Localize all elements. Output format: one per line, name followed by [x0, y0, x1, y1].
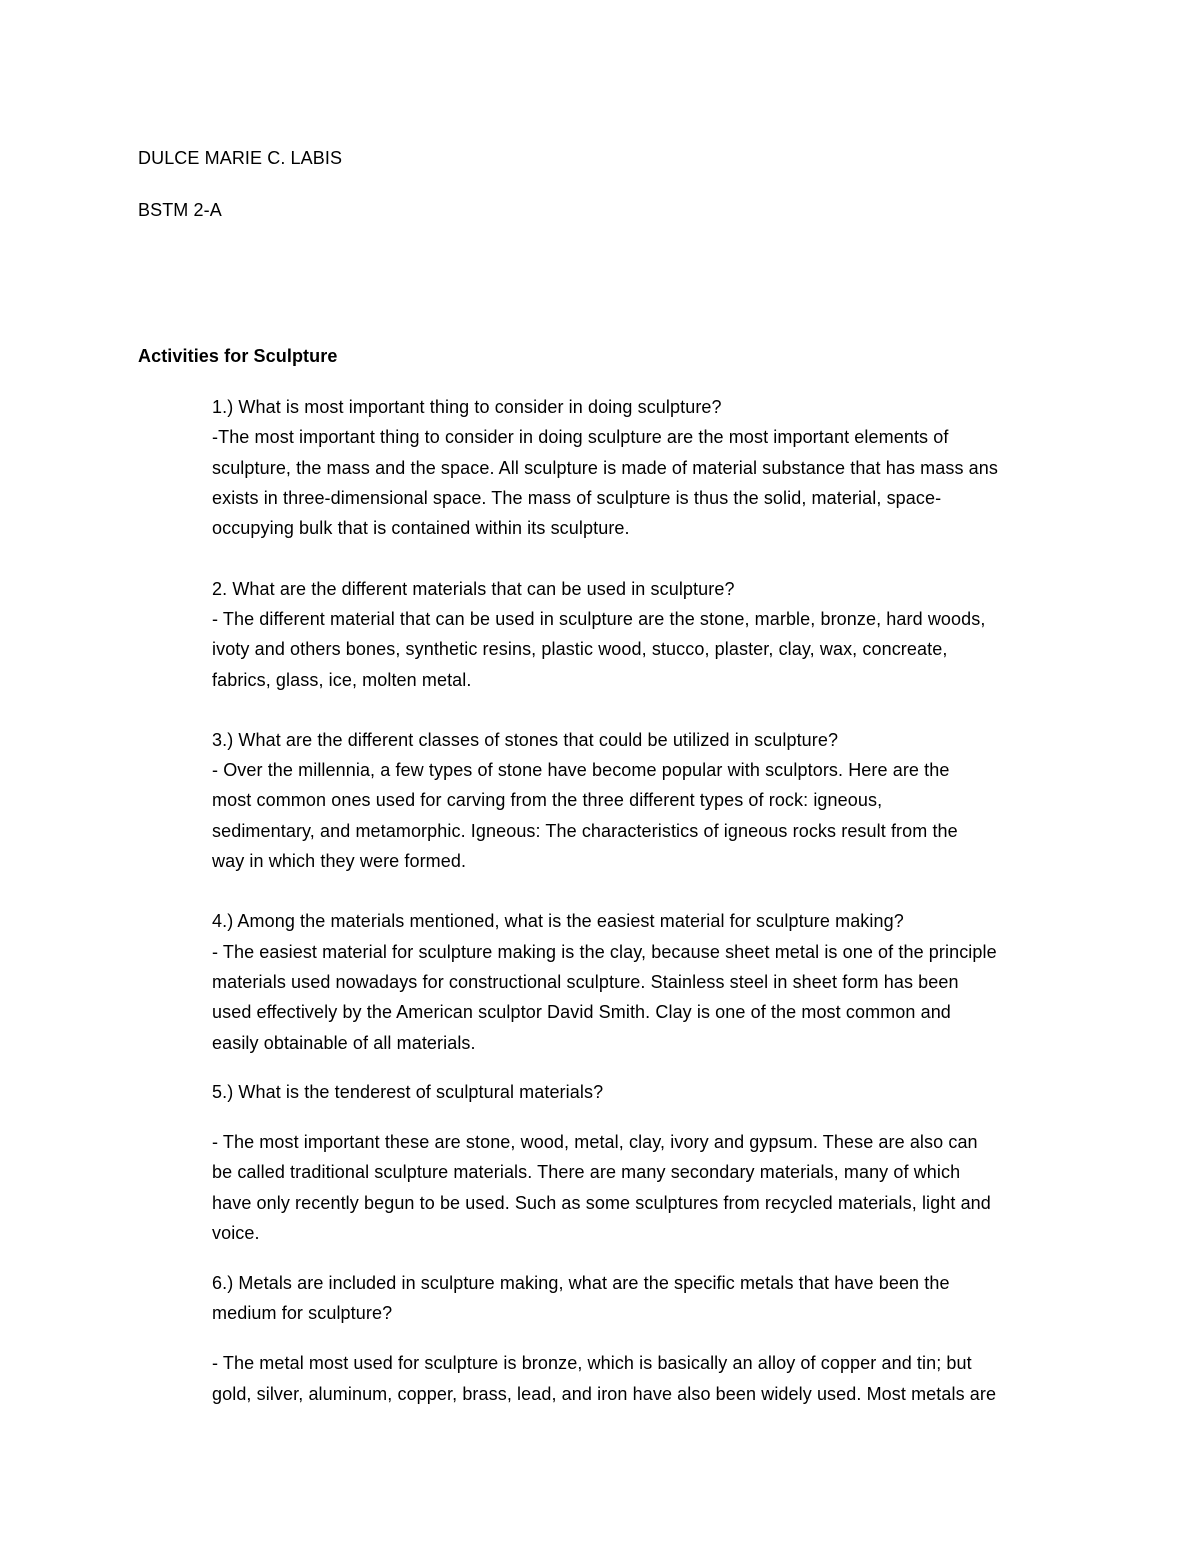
question-4: 4.) Among the materials mentioned, what is the easiest material for sculpture making?	[212, 911, 904, 931]
answer-2-line: ivoty and others bones, synthetic resins, plastic wood, stucco, plaster, clay, wax, concreate,	[212, 639, 948, 659]
answer-4-line: materials used nowadays for constructional sculpture. Stainless steel in sheet form has been	[212, 972, 959, 992]
answer-1-line: -The most important thing to consider in doing sculpture are the most important elements of	[212, 427, 949, 447]
answer-5-line: - The most important these are stone, wood, metal, clay, ivory and gypsum. These are also can	[212, 1132, 978, 1152]
question-1: 1.) What is most important thing to consider in doing sculpture?	[212, 397, 722, 417]
answer-2-line: - The different material that can be used in sculpture are the stone, marble, bronze, hard woods,	[212, 609, 986, 629]
author-name: DULCE MARIE C. LABIS	[138, 148, 343, 168]
answer-5-line: have only recently begun to be used. Such as some sculptures from recycled materials, light and	[212, 1193, 991, 1213]
answer-2-line: fabrics, glass, ice, molten metal.	[212, 670, 472, 690]
answer-3-line: most common ones used for carving from the three different types of rock: igneous,	[212, 790, 883, 810]
question-6: 6.) Metals are included in sculpture making, what are the specific metals that have been the	[212, 1273, 950, 1293]
answer-6-line: gold, silver, aluminum, copper, brass, lead, and iron have also been widely used. Most metals are	[212, 1384, 997, 1404]
answer-6-line: - The metal most used for sculpture is bronze, which is basically an alloy of copper and tin; but	[212, 1353, 972, 1373]
question-2: 2. What are the different materials that can be used in sculpture?	[212, 579, 735, 599]
answer-1-line: occupying bulk that is contained within its sculpture.	[212, 518, 630, 538]
answer-3-line: way in which they were formed.	[212, 851, 467, 871]
question-6: medium for sculpture?	[212, 1303, 393, 1323]
answer-1-line: sculpture, the mass and the space. All sculpture is made of material substance that has mass ans	[212, 458, 998, 478]
answer-4-line: easily obtainable of all materials.	[212, 1033, 476, 1053]
answer-3-line: - Over the millennia, a few types of stone have become popular with sculptors. Here are the	[212, 760, 950, 780]
answer-5-line: voice.	[212, 1223, 260, 1243]
answer-4-line: used effectively by the American sculptor David Smith. Clay is one of the most common and	[212, 1002, 951, 1022]
question-5: 5.) What is the tenderest of sculptural materials?	[212, 1082, 604, 1102]
answer-1-line: exists in three-dimensional space. The mass of sculpture is thus the solid, material, space-	[212, 488, 942, 508]
class-section: BSTM 2-A	[138, 200, 222, 220]
question-3: 3.) What are the different classes of stones that could be utilized in sculpture?	[212, 730, 839, 750]
answer-3-line: sedimentary, and metamorphic. Igneous: The characteristics of igneous rocks result from the	[212, 821, 958, 841]
page-title: Activities for Sculpture	[138, 346, 338, 366]
answer-5-line: be called traditional sculpture materials. There are many secondary materials, many of which	[212, 1162, 961, 1182]
answer-4-line: - The easiest material for sculpture making is the clay, because sheet metal is one of the principle	[212, 942, 997, 962]
